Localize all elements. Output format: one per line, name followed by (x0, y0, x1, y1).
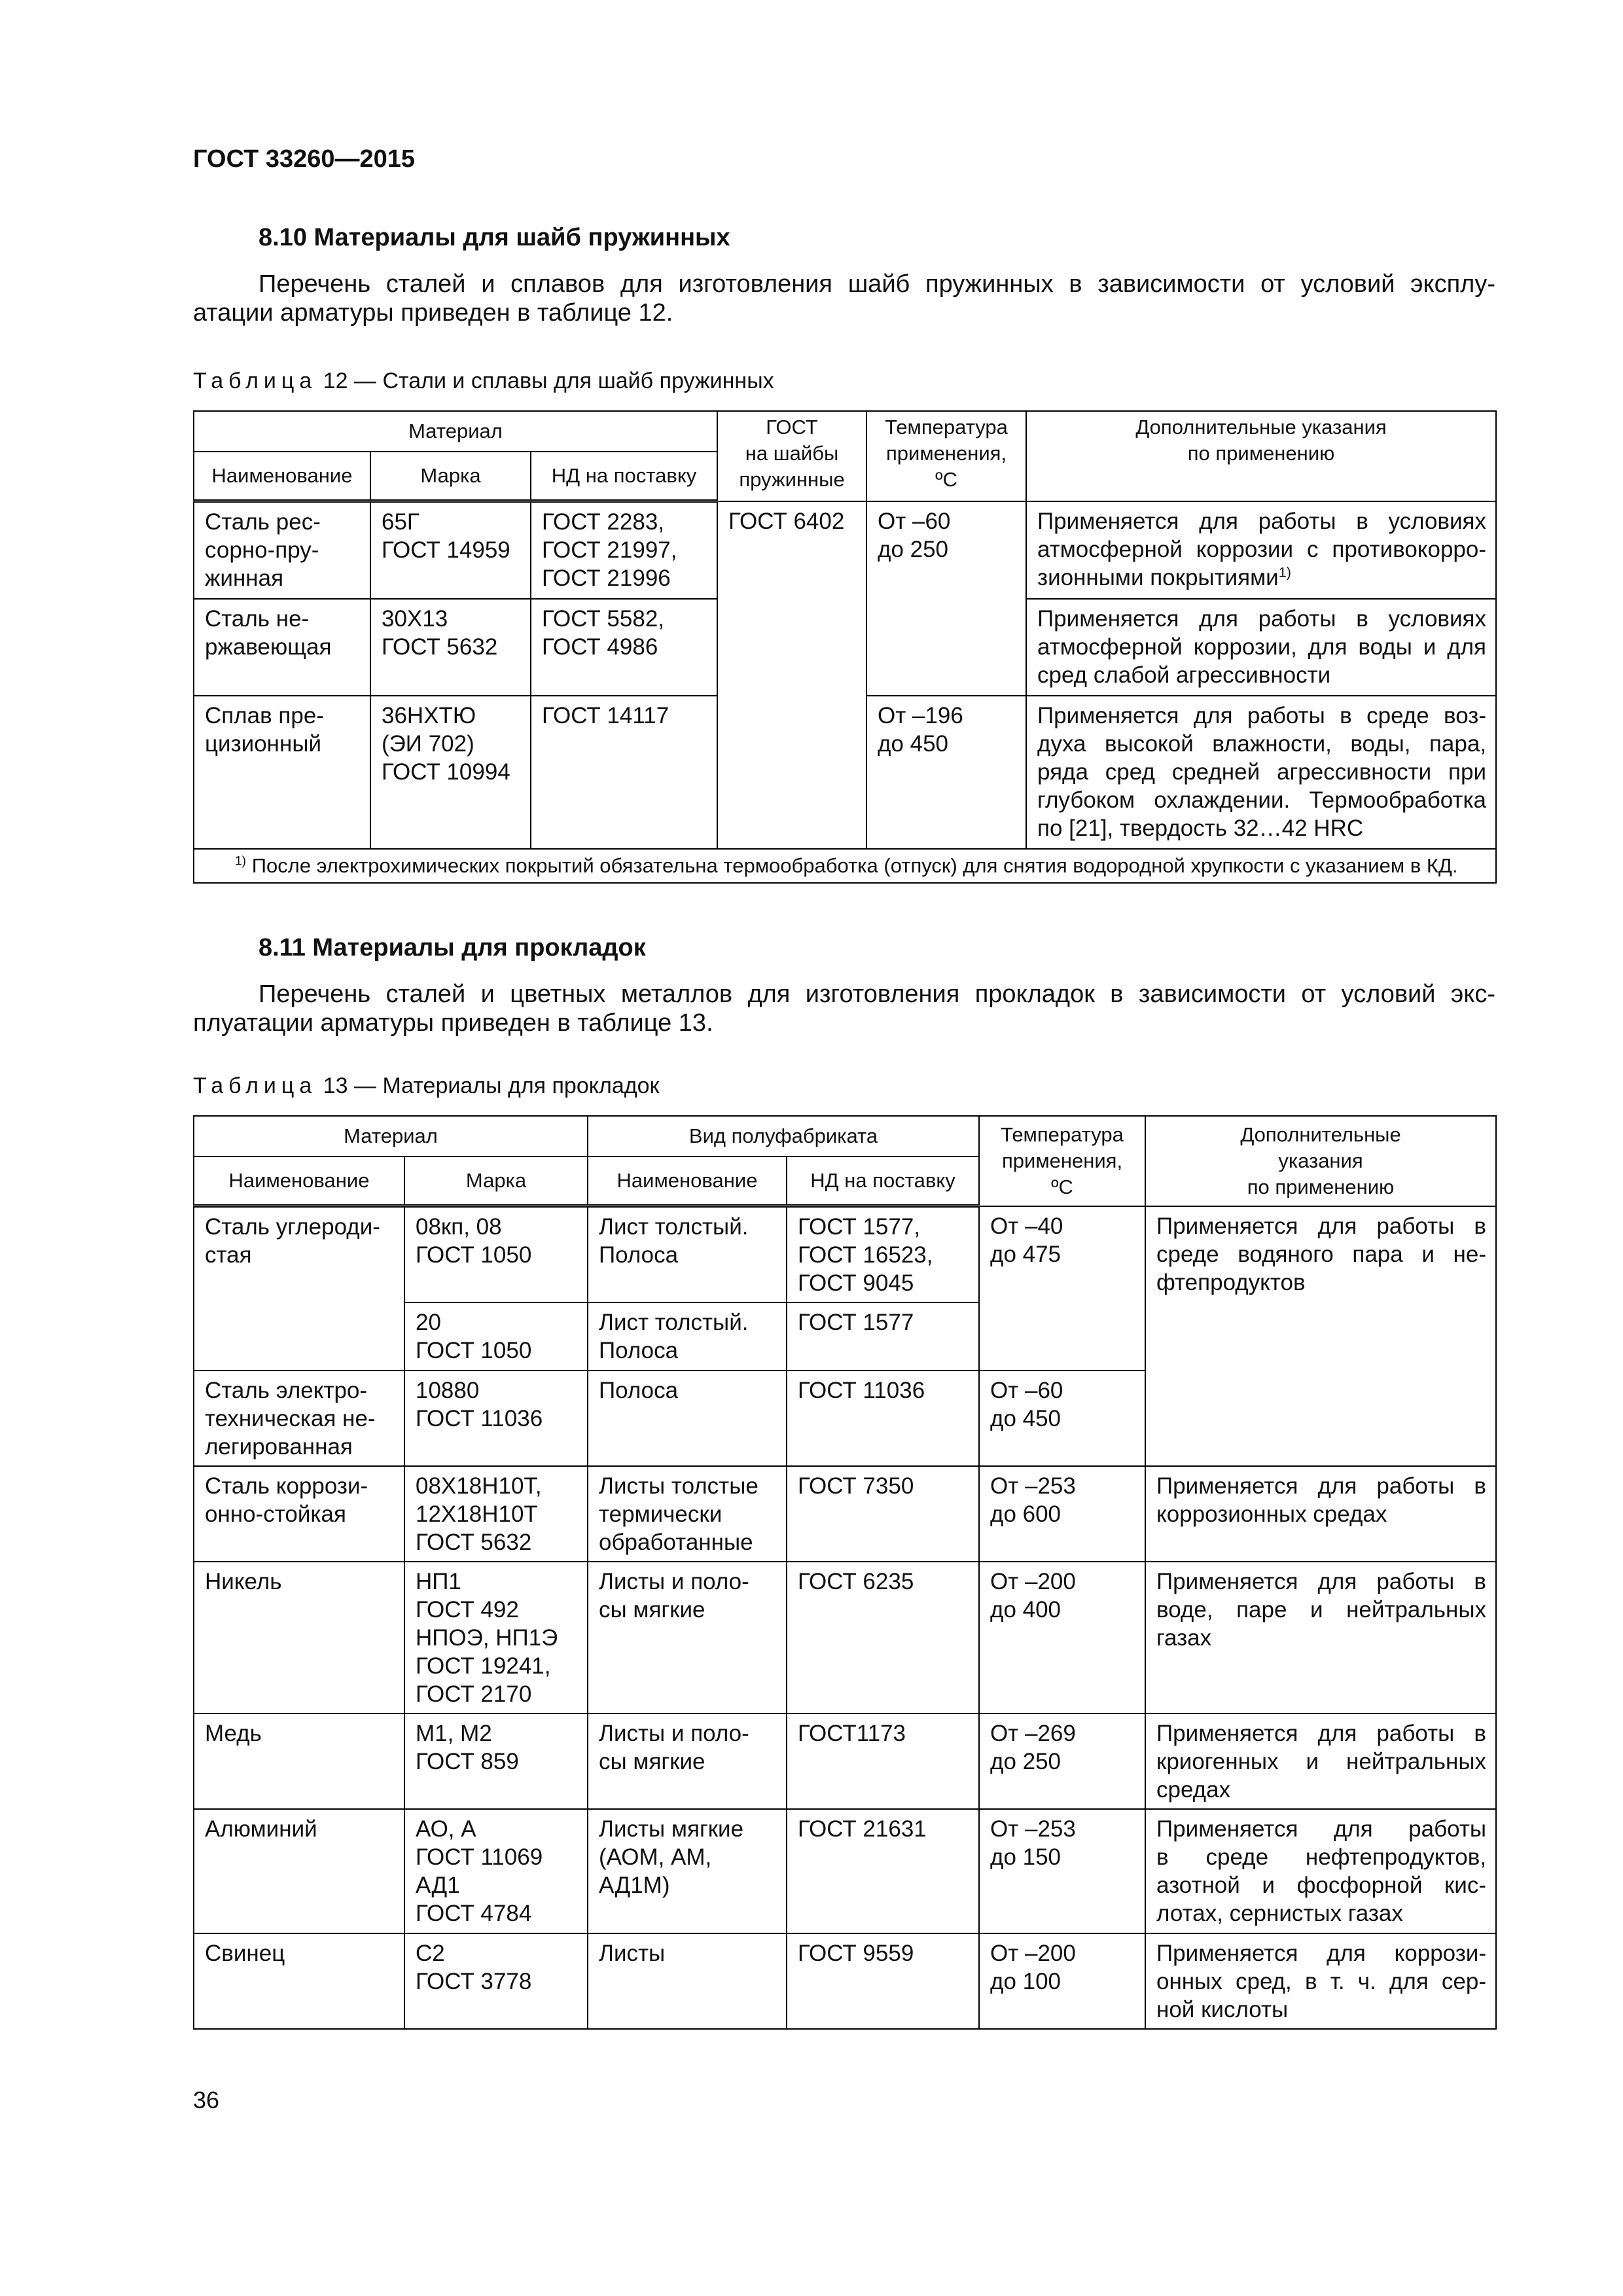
cell-line: ГОСТ 2170 (416, 1681, 532, 1707)
cell-line: до 600 (990, 1501, 1061, 1527)
cell-line: духа высокой влажности, воды, пара, (1037, 731, 1487, 757)
cell-line: глубоком охлаждении. Термообработка (1037, 787, 1487, 813)
cell-name (194, 1713, 404, 1809)
page-number: 36 (193, 2087, 220, 2113)
cell-line: ГОСТ 1050 (416, 1242, 532, 1268)
header-line: указания (1278, 1149, 1363, 1172)
cell-line: ГОСТ 11069 (416, 1844, 543, 1870)
cell-line: ГОСТ 4784 (416, 1901, 532, 1926)
cell-notes (1145, 1933, 1496, 2029)
footnote-ref: 1) (1278, 563, 1292, 580)
para-line: Перечень сталей и цветных металлов для изготовления прокладок в зависимости от условий экс- (259, 980, 1495, 1008)
cell-name (194, 1933, 404, 2029)
header-line: применения, (1001, 1149, 1123, 1172)
header-temperature (866, 411, 1026, 501)
cell-line: до 150 (990, 1844, 1061, 1870)
cell-line: газах (1156, 1625, 1212, 1651)
caption-text: 13 — Материалы для прокладок (323, 1073, 660, 1098)
header-material: Материал (194, 411, 717, 452)
cell-notes (1026, 696, 1496, 849)
cell-line: ГОСТ 21996 (542, 565, 671, 591)
header-notes (1145, 1116, 1496, 1206)
cell-line: Свинец (205, 1941, 285, 1966)
cell-line: 08кп, 08 (416, 1214, 502, 1240)
para-line: плуатации арматуры приведен в таблице 13. (193, 1009, 713, 1037)
cell-temperature (979, 1466, 1145, 1562)
cell-semi (588, 1466, 787, 1562)
footnote-mark: 1) (235, 854, 247, 869)
cell-line: до 450 (990, 1406, 1061, 1431)
cell-name (194, 599, 370, 696)
cell-line: Лист толстый. (599, 1214, 749, 1240)
cell-line: Полоса (599, 1242, 679, 1268)
cell-line: ГОСТ 5632 (382, 634, 498, 660)
cell-line: Сталь электро- (205, 1378, 368, 1403)
cell-line: азотной и фосфорной кис- (1156, 1873, 1487, 1898)
cell-line: Сталь углероди- (205, 1214, 380, 1240)
cell-line: Применяется для работы в (1156, 1569, 1487, 1594)
cell-line: ной кислоты (1156, 1997, 1289, 2022)
cell-line: Сталь не- (205, 606, 310, 632)
cell-line: ГОСТ 16523, (798, 1242, 933, 1268)
header-line: Дополнительные (1240, 1122, 1401, 1146)
cell-line: ряда сред средней агрессивности при (1037, 759, 1487, 785)
cell-line: атмосферной коррозии, для воды и для (1037, 634, 1487, 660)
cell-line: АД1М) (599, 1873, 670, 1898)
cell-line: Листы мягкие (599, 1816, 744, 1842)
cell-line: Применяется для работы (1156, 1816, 1487, 1842)
cell-line: жинная (205, 565, 284, 591)
cell-line: Применяется для работы в условиях (1037, 508, 1487, 534)
cell-nd (787, 1371, 979, 1466)
cell-line: Медь (205, 1721, 262, 1746)
table-12-caption (193, 368, 774, 394)
cell-grade (404, 1466, 588, 1562)
header-notes (1026, 411, 1496, 501)
section-8-10-paragraph (193, 270, 1495, 327)
cell-gost: ГОСТ 6402 (717, 501, 866, 850)
cell-notes (1145, 1466, 1496, 1562)
header-line: Дополнительные указания (1135, 416, 1387, 439)
para-line: атации арматуры приведен в таблице 12. (193, 299, 673, 327)
section-8-11-title: 8.11 Материалы для прокладок (259, 934, 646, 961)
cell-line: Листы и поло- (599, 1721, 749, 1746)
header-grade: Марка (404, 1157, 588, 1206)
cell-notes (1145, 1206, 1496, 1467)
cell-line: криогенных и нейтральных (1156, 1749, 1487, 1774)
cell-line: онных сред, в т. ч. для сер- (1156, 1969, 1487, 1994)
cell-line: воде, паре и нейтральных (1156, 1597, 1487, 1623)
cell-line: сред слабой агрессивности (1037, 662, 1331, 688)
cell-nd (787, 1302, 979, 1371)
header-line: по применению (1187, 442, 1335, 465)
header-line: пружинные (739, 468, 845, 491)
cell-nd (787, 1713, 979, 1809)
cell-line: (ЭИ 702) (382, 731, 474, 757)
cell-name (194, 501, 370, 600)
header-gost (717, 411, 866, 501)
cell-grade (404, 1933, 588, 2029)
header-material: Материал (194, 1116, 588, 1157)
cell-notes (1145, 1809, 1496, 1933)
header-semi-name: Наименование (588, 1157, 787, 1206)
cell-line: ГОСТ 9045 (798, 1270, 914, 1296)
cell-name (194, 1466, 404, 1562)
cell-temperature (866, 501, 1026, 696)
cell-name (194, 1809, 404, 1933)
cell-line: легированная (205, 1434, 353, 1460)
cell-line: средах (1156, 1777, 1231, 1803)
cell-temperature (979, 1809, 1145, 1933)
cell-notes (1026, 501, 1496, 600)
cell-line: ГОСТ 3778 (416, 1969, 532, 1994)
cell-line: Листы толстые (599, 1473, 758, 1499)
caption-word: Таблица (193, 1073, 317, 1098)
cell-line: Листы (599, 1941, 666, 1966)
cell-line: в среде нефтепродуктов, (1156, 1844, 1487, 1870)
footnote-text: После электрохимических покрытий обязательна термообработка (отпуск) для снятия водородной хрупкости с указанием в КД. (251, 854, 1458, 877)
cell-line: онно-стойкая (205, 1501, 346, 1527)
cell-line: до 250 (878, 536, 949, 562)
cell-line: техническая не- (205, 1406, 376, 1431)
cell-temperature (979, 1933, 1145, 2029)
cell-line: по [21], твердость 32…42 HRC (1037, 816, 1364, 841)
cell-semi (588, 1302, 787, 1371)
cell-temperature (979, 1562, 1145, 1713)
cell-line: ГОСТ 19241, (416, 1653, 551, 1679)
cell-line: лотах, сернистых газах (1156, 1901, 1403, 1926)
cell-line: ГОСТ 21997, (542, 537, 677, 563)
cell-line: Сталь коррози- (205, 1473, 368, 1499)
cell-line: От –60 (878, 508, 951, 534)
cell-notes (1026, 599, 1496, 696)
cell-line: ГОСТ 7350 (798, 1473, 914, 1499)
cell-line: ГОСТ 9559 (798, 1941, 914, 1966)
table-row (194, 1466, 1496, 1562)
cell-grade (404, 1371, 588, 1466)
cell-nd (787, 1562, 979, 1713)
cell-line: Полоса (599, 1378, 679, 1403)
cell-temperature (979, 1206, 1145, 1371)
cell-line: обработанные (599, 1530, 753, 1555)
cell-line: Применяется для коррози- (1156, 1941, 1487, 1966)
cell-grade (404, 1206, 588, 1303)
cell-line: коррозионных средах (1156, 1501, 1387, 1527)
cell-line: термически (599, 1501, 722, 1527)
cell-nd (787, 1466, 979, 1562)
cell-line: ГОСТ 10994 (382, 759, 510, 785)
cell-line: От –200 (990, 1569, 1076, 1594)
cell-temperature (866, 696, 1026, 849)
cell-semi (588, 1371, 787, 1466)
cell-line: Применяется для работы в среде воз- (1037, 703, 1487, 728)
header-line: на шайбы (745, 442, 839, 465)
header-name: Наименование (194, 1157, 404, 1206)
cell-line: Полоса (599, 1338, 679, 1363)
cell-line: сорно-пру- (205, 537, 319, 563)
cell-line: до 450 (878, 731, 949, 757)
cell-line: до 400 (990, 1597, 1061, 1623)
cell-line: сы мягкие (599, 1749, 705, 1774)
header-semi-product: Вид полуфабриката (588, 1116, 979, 1157)
cell-line: Сплав пре- (205, 703, 324, 728)
table-footnote-row (194, 849, 1496, 883)
header-line: ºС (935, 468, 957, 491)
cell-line: От –40 (990, 1213, 1063, 1239)
cell-name (194, 1206, 404, 1371)
cell-line: зионными покрытиями (1037, 564, 1279, 590)
cell-notes (1145, 1713, 1496, 1809)
table-row (194, 1206, 1496, 1303)
cell-line: От –200 (990, 1941, 1076, 1966)
cell-line: Листы и поло- (599, 1569, 749, 1594)
cell-line: ГОСТ 4986 (542, 634, 658, 660)
cell-line: сы мягкие (599, 1597, 705, 1623)
cell-line: Применяется для работы в условиях (1037, 606, 1487, 632)
cell-line: Никель (205, 1569, 282, 1594)
cell-semi (588, 1713, 787, 1809)
table-row (194, 1809, 1496, 1933)
header-line: ºС (1051, 1175, 1073, 1198)
cell-line: ГОСТ 6235 (798, 1569, 914, 1594)
cell-line: С2 (416, 1941, 445, 1966)
cell-line: М1, М2 (416, 1721, 492, 1746)
header-grade: Марка (370, 452, 531, 501)
cell-grade (404, 1713, 588, 1809)
table-row (194, 1562, 1496, 1713)
cell-line: Применяется для работы в (1156, 1213, 1487, 1239)
cell-line: ГОСТ 859 (416, 1749, 519, 1774)
header-name: Наименование (194, 452, 370, 501)
cell-line: НПОЭ, НП1Э (416, 1625, 558, 1651)
document-header: ГОСТ 33260—2015 (193, 145, 416, 173)
caption-text: 12 — Стали и сплавы для шайб пружинных (323, 368, 774, 393)
cell-name (194, 696, 370, 849)
table-header-row (194, 411, 1496, 452)
cell-line: АД1 (416, 1873, 460, 1898)
cell-nd (787, 1933, 979, 2029)
header-line: Температура (885, 416, 1008, 439)
header-line: по применению (1247, 1175, 1395, 1198)
cell-grade (404, 1302, 588, 1371)
cell-line: фтепродуктов (1156, 1269, 1306, 1295)
cell-line: среде водяного пара и не- (1156, 1241, 1487, 1267)
cell-semi (588, 1206, 787, 1303)
cell-name (194, 1562, 404, 1713)
table-row (194, 1933, 1496, 2029)
cell-line: Применяется для работы в (1156, 1473, 1487, 1499)
cell-line: атмосферной коррозии с противокорро- (1037, 536, 1487, 562)
cell-line: до 475 (990, 1241, 1061, 1267)
cell-line: Применяется для работы в (1156, 1721, 1487, 1746)
cell-line: НП1 (416, 1569, 461, 1594)
cell-nd (531, 501, 717, 600)
cell-line: От –196 (878, 703, 963, 728)
cell-line: (АОМ, АМ, (599, 1844, 712, 1870)
cell-line: ГОСТ 1577, (798, 1214, 921, 1240)
cell-line: 20 (416, 1310, 441, 1335)
table-footnote (194, 849, 1496, 883)
cell-line: Сталь рес- (205, 509, 321, 535)
cell-semi (588, 1562, 787, 1713)
cell-semi (588, 1809, 787, 1933)
cell-line: стая (205, 1242, 252, 1268)
table-row (194, 1713, 1496, 1809)
cell-temperature (979, 1713, 1145, 1809)
cell-line: до 250 (990, 1749, 1061, 1774)
cell-line: ГОСТ1173 (798, 1721, 906, 1746)
cell-line: ГОСТ 5582, (542, 606, 665, 632)
cell-line: ГОСТ 1577 (798, 1310, 914, 1335)
cell-line: 08Х18Н10Т, (416, 1473, 542, 1499)
cell-line: От –253 (990, 1816, 1076, 1842)
caption-word: Таблица (193, 368, 317, 393)
cell-line: цизионный (205, 731, 322, 757)
para-line: Перечень сталей и сплавов для изготовления шайб пружинных в зависимости от условий эксплу- (259, 270, 1495, 298)
cell-line: От –253 (990, 1473, 1076, 1499)
cell-line: ГОСТ 14117 (542, 703, 669, 728)
table-13-caption (193, 1073, 659, 1099)
cell-grade (404, 1809, 588, 1933)
table-header-row (194, 1116, 1496, 1157)
header-temperature (979, 1116, 1145, 1206)
cell-line: ГОСТ 14959 (382, 537, 510, 563)
header-nd: НД на поставку (531, 452, 717, 501)
table-12 (193, 410, 1497, 884)
header-line: Температура (1001, 1122, 1124, 1146)
cell-line: ГОСТ 5632 (416, 1530, 532, 1555)
cell-notes (1145, 1562, 1496, 1713)
cell-line: 12Х18Н10Т (416, 1501, 538, 1527)
cell-line: Лист толстый. (599, 1310, 749, 1335)
cell-nd (531, 599, 717, 696)
table-13 (193, 1115, 1497, 2030)
cell-line: ГОСТ 11036 (416, 1406, 543, 1431)
cell-line: АО, А (416, 1816, 476, 1842)
header-nd: НД на поставку (787, 1157, 979, 1206)
cell-line: 65Г (382, 509, 419, 535)
cell-temperature (979, 1371, 1145, 1466)
cell-semi (588, 1933, 787, 2029)
cell-grade (404, 1562, 588, 1713)
cell-line: 10880 (416, 1378, 480, 1403)
cell-nd (787, 1206, 979, 1303)
header-line: применения, (885, 442, 1007, 465)
cell-line: Алюминий (205, 1816, 317, 1842)
section-8-11-paragraph (193, 980, 1495, 1037)
cell-line: ГОСТ 492 (416, 1597, 519, 1623)
cell-line: ГОСТ 11036 (798, 1378, 925, 1403)
section-8-10-title: 8.10 Материалы для шайб пружинных (259, 224, 730, 251)
cell-grade (370, 696, 531, 849)
cell-nd (787, 1809, 979, 1933)
cell-grade (370, 599, 531, 696)
cell-nd (531, 696, 717, 849)
table-row (194, 501, 1496, 600)
cell-line: От –269 (990, 1721, 1076, 1746)
header-line: ГОСТ (766, 416, 818, 439)
cell-line: ГОСТ 2283, (542, 509, 665, 535)
cell-line: ржавеющая (205, 634, 332, 660)
cell-line: до 100 (990, 1969, 1061, 1994)
cell-line: 36НХТЮ (382, 703, 476, 728)
cell-grade (370, 501, 531, 600)
cell-line: 30Х13 (382, 606, 448, 632)
cell-line: От –60 (990, 1378, 1063, 1403)
cell-line: ГОСТ 21631 (798, 1816, 927, 1842)
cell-name (194, 1371, 404, 1466)
cell-line: ГОСТ 1050 (416, 1338, 532, 1363)
